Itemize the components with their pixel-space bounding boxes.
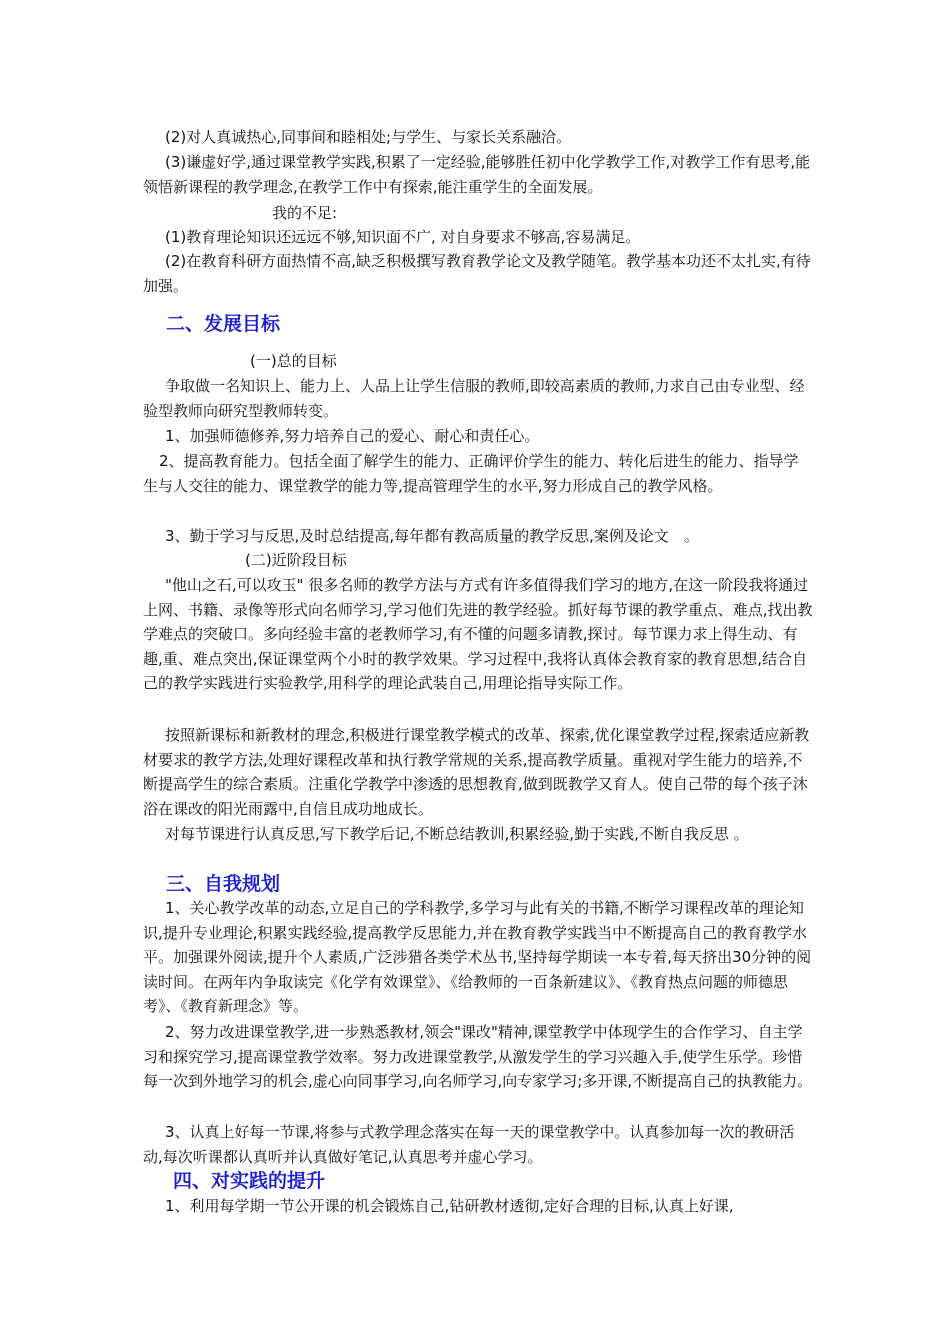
paragraph: 3、勤于学习与反思,及时总结提高,每年都有教高质量的教学反思,案例及论文 。	[165, 527, 699, 545]
paragraph: 对每节课进行认真反思,写下教学后记,不断总结教训,积累经验,勤于实践,不断自我反思 。	[165, 825, 749, 843]
paragraph: 争取做一名知识上、能力上、人品上让学生信服的教师,即较高素质的教师,力求自己由专业型、经验型教师向研究型教师转变。	[143, 377, 805, 420]
paragraph: 3、认真上好每一节课,将参与式教学理念落实在每一天的课堂教学中。认真参加每一次的教研活动,每次听课都认真听并认真做好笔记,认真思考并虚心学习。	[143, 1123, 795, 1166]
section-heading: 四、对实践的提升	[173, 1170, 326, 1192]
paragraph: (2)在教育科研方面热情不高,缺乏积极撰写教育教学论文及教学随笔。教学基本功还不太扎实,有待加强。	[143, 252, 811, 295]
section-heading: 二、发展目标	[166, 313, 281, 335]
subsection-title: (二)近阶段目标	[245, 551, 347, 569]
paragraph: 2、努力改进课堂教学,进一步熟悉教材,领会"课改"精神,课堂教学中体现学生的合作学习、自主学习和探究学习,提高课堂教学效率。努力改进课堂教学,从激发学生的学习兴趣入手,使学生乐学。珍惜每一次到外地学习的机会,虚心向同事学习,向名师学习,向专家学习;多开课,不断提高自己的执教能力。	[143, 1023, 813, 1090]
paragraph: 1、利用每学期一节公开课的机会锻炼自己,钻研教材透彻,定好合理的目标,认真上好课,	[165, 1197, 734, 1215]
paragraph: "他山之石,可以攻玉" 很多名师的教学方法与方式有许多值得我们学习的地方,在这一阶段我将通过上网、书籍、录像等形式向名师学习,学习他们先进的教学经验。抓好每节课的教学重点、难点,找出教学难点的突破口。多向经验丰富的老教师学习,有不懂的问题多请教,探讨。每节课力求上得生动、有趣,重、难点突出,保证课堂两个小时的教学效果。学习过程中,我将认真体会教育家的教育思想,结合自己的教学实践进行实验教学,用科学的理论武装自己,用理论指导实际工作。	[143, 576, 813, 692]
section-heading: 三、自我规划	[166, 873, 281, 895]
subsection-title: (一)总的目标	[250, 352, 337, 370]
paragraph: (2)对人真诚热心,同事间和睦相处;与学生、与家长关系融洽。	[165, 128, 572, 146]
paragraph: (3)谦虚好学,通过课堂教学实践,积累了一定经验,能够胜任初中化学教学工作,对教学工作有思考,能领悟新课程的教学理念,在教学工作中有探索,能注重学生的全面发展。	[143, 153, 811, 196]
paragraph: 1、关心教学改革的动态,立足自己的学科教学,多学习与此有关的书籍,不断学习课程改革的理论知识,提升专业理论,积累实践经验,提高教学反思能力,并在教育教学实践当中不断提高自己的教育教学水平。加强课外阅读,提升个人素质,广泛涉猎各类学术丛书,坚持每学期读一本专着,每天挤出30分钟的阅读时间。在两年内争取读完《化学有效课堂》、《给教师的一百条新建议》、《教育热点问题的师德思考》、《教育新理念》等。	[143, 899, 812, 1015]
shortcomings-title: 我的不足:	[272, 204, 338, 222]
paragraph: 1、加强师德修养,努力培养自己的爱心、耐心和责任心。	[165, 427, 540, 445]
paragraph: 按照新课标和新教材的理念,积极进行课堂教学模式的改革、探索,优化课堂教学过程,探索适应新教材要求的教学方法,处理好课程改革和执行教学常规的关系,提高教学质量。重视对学生能力的培养,不断提高学生的综合素质。注重化学教学中渗透的思想教育,做到既教学又育人。使自己带的每个孩子沐浴在课改的阳光雨露中,自信且成功地成长。	[143, 726, 810, 818]
paragraph: 2、提高教育能力。包括全面了解学生的能力、正确评价学生的能力、转化后进生的能力、指导学生与人交往的能力、课堂教学的能力等,提高管理学生的水平,努力形成自己的教学风格。	[143, 452, 799, 495]
paragraph: (1)教育理论知识还远远不够,知识面不广, 对自身要求不够高,容易满足。	[165, 228, 641, 246]
